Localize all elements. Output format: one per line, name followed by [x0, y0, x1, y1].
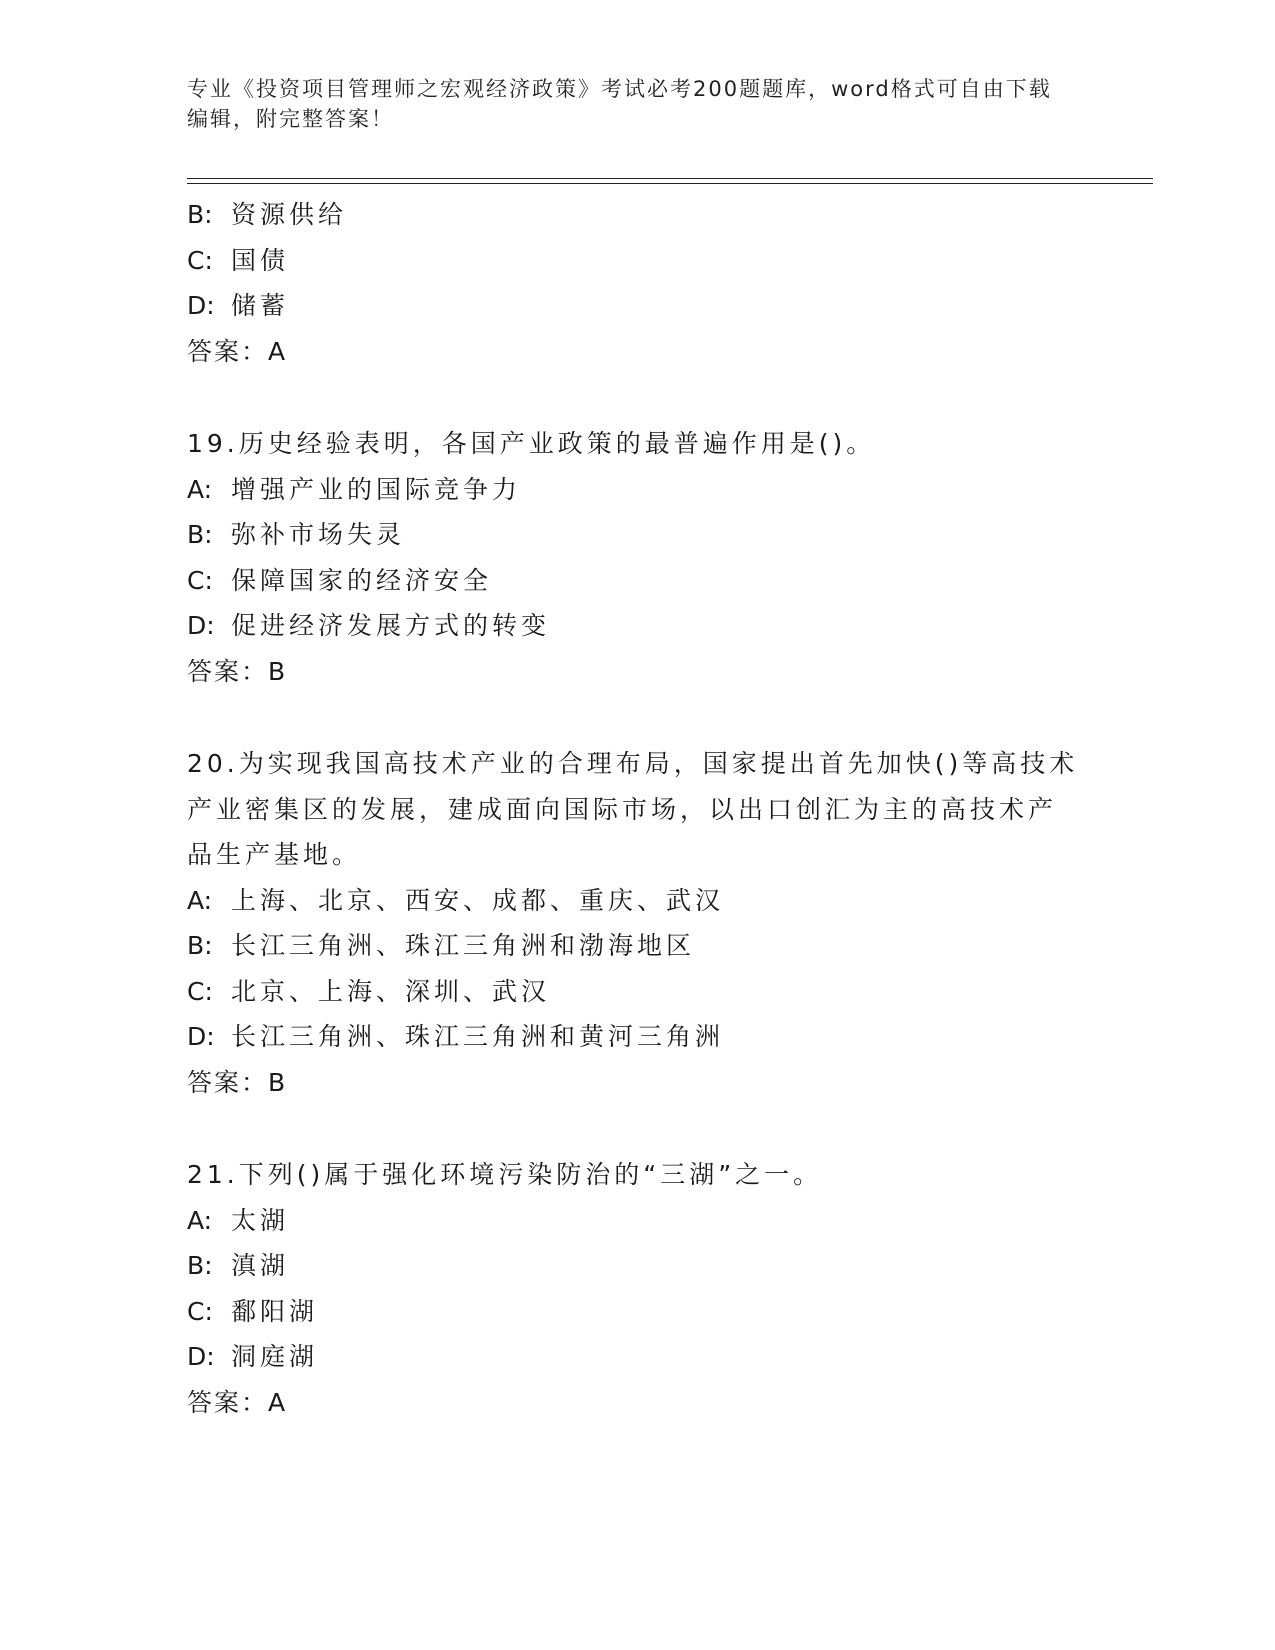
spacer	[187, 694, 1087, 741]
question-block	[187, 1152, 1087, 1425]
option-key: A:	[187, 474, 213, 504]
option-line	[187, 878, 1087, 924]
option-text: 资源供给	[231, 200, 348, 229]
option-text: 促进经济发展方式的转变	[231, 611, 551, 640]
option-text: 弥补市场失灵	[231, 520, 406, 549]
answer-line: 答案：A	[187, 1387, 288, 1417]
option-line	[187, 1014, 1087, 1060]
option-line	[187, 238, 1087, 284]
option-key: D:	[187, 1342, 215, 1371]
option-text: 上海、北京、西安、成都、重庆、武汉	[231, 885, 725, 915]
answer-line: 答案：A	[187, 336, 288, 366]
option-key: C:	[187, 976, 213, 1006]
option-line	[187, 283, 1087, 329]
question-stem: 19.历史经验表明，各国产业政策的最普遍作用是()。	[187, 429, 876, 458]
option-line	[187, 512, 1087, 558]
option-line	[187, 192, 1087, 238]
option-key: B:	[187, 520, 213, 549]
option-key: B:	[187, 931, 213, 960]
option-key: D:	[187, 1022, 215, 1051]
spacer	[187, 374, 1087, 421]
option-key: B:	[187, 200, 213, 229]
option-text: 洞庭湖	[231, 1342, 319, 1371]
option-key: A:	[187, 1205, 213, 1235]
option-line	[187, 1289, 1087, 1335]
question-stem-line: 品生产基地。	[187, 840, 362, 869]
question-stem: 21.下列()属于强化环境污染防治的“三湖”之一。	[187, 1160, 823, 1189]
option-text: 太湖	[231, 1205, 290, 1235]
option-line	[187, 1198, 1087, 1244]
option-key: B:	[187, 1251, 213, 1280]
option-text: 长江三角洲、珠江三角洲和渤海地区	[231, 931, 696, 960]
question-block	[187, 741, 1087, 1105]
option-line	[187, 467, 1087, 513]
answer-line: 答案：B	[187, 1067, 288, 1097]
option-line	[187, 603, 1087, 649]
answer-line: 答案：B	[187, 656, 288, 686]
option-key: A:	[187, 885, 213, 915]
option-line	[187, 923, 1087, 969]
option-line	[187, 1334, 1087, 1380]
option-text: 鄱阳湖	[231, 1296, 319, 1326]
option-key: C:	[187, 1296, 213, 1326]
option-key: D:	[187, 611, 215, 640]
question-stem-line: 20.为实现我国高技术产业的合理布局，国家提出首先加快()等高技术	[187, 749, 1079, 778]
option-text: 保障国家的经济安全	[231, 565, 493, 595]
question-block-continued	[187, 192, 1087, 374]
question-block	[187, 421, 1087, 694]
option-key: C:	[187, 565, 213, 595]
option-text: 储蓄	[231, 291, 290, 320]
option-text: 滇湖	[231, 1251, 290, 1280]
option-line	[187, 969, 1087, 1015]
question-list	[187, 192, 1087, 1425]
option-text: 国债	[231, 245, 290, 275]
page-header	[187, 74, 1067, 134]
question-stem-line: 产业密集区的发展，建成面向国际市场，以出口创汇为主的高技术产	[187, 794, 1058, 824]
spacer	[187, 1105, 1087, 1152]
option-text: 长江三角洲、珠江三角洲和黄河三角洲	[231, 1022, 725, 1051]
header-rule-bottom	[187, 183, 1153, 184]
option-line	[187, 558, 1087, 604]
header-rule-top	[187, 178, 1153, 179]
option-text: 增强产业的国际竞争力	[231, 474, 522, 504]
option-line	[187, 1243, 1087, 1289]
option-key: C:	[187, 245, 213, 275]
header-text: 专业《投资项目管理师之宏观经济政策》考试必考200题题库，word格式可自由下载编辑，附完整答案！	[187, 77, 1052, 131]
option-text: 北京、上海、深圳、武汉	[231, 976, 551, 1006]
option-key: D:	[187, 291, 215, 320]
